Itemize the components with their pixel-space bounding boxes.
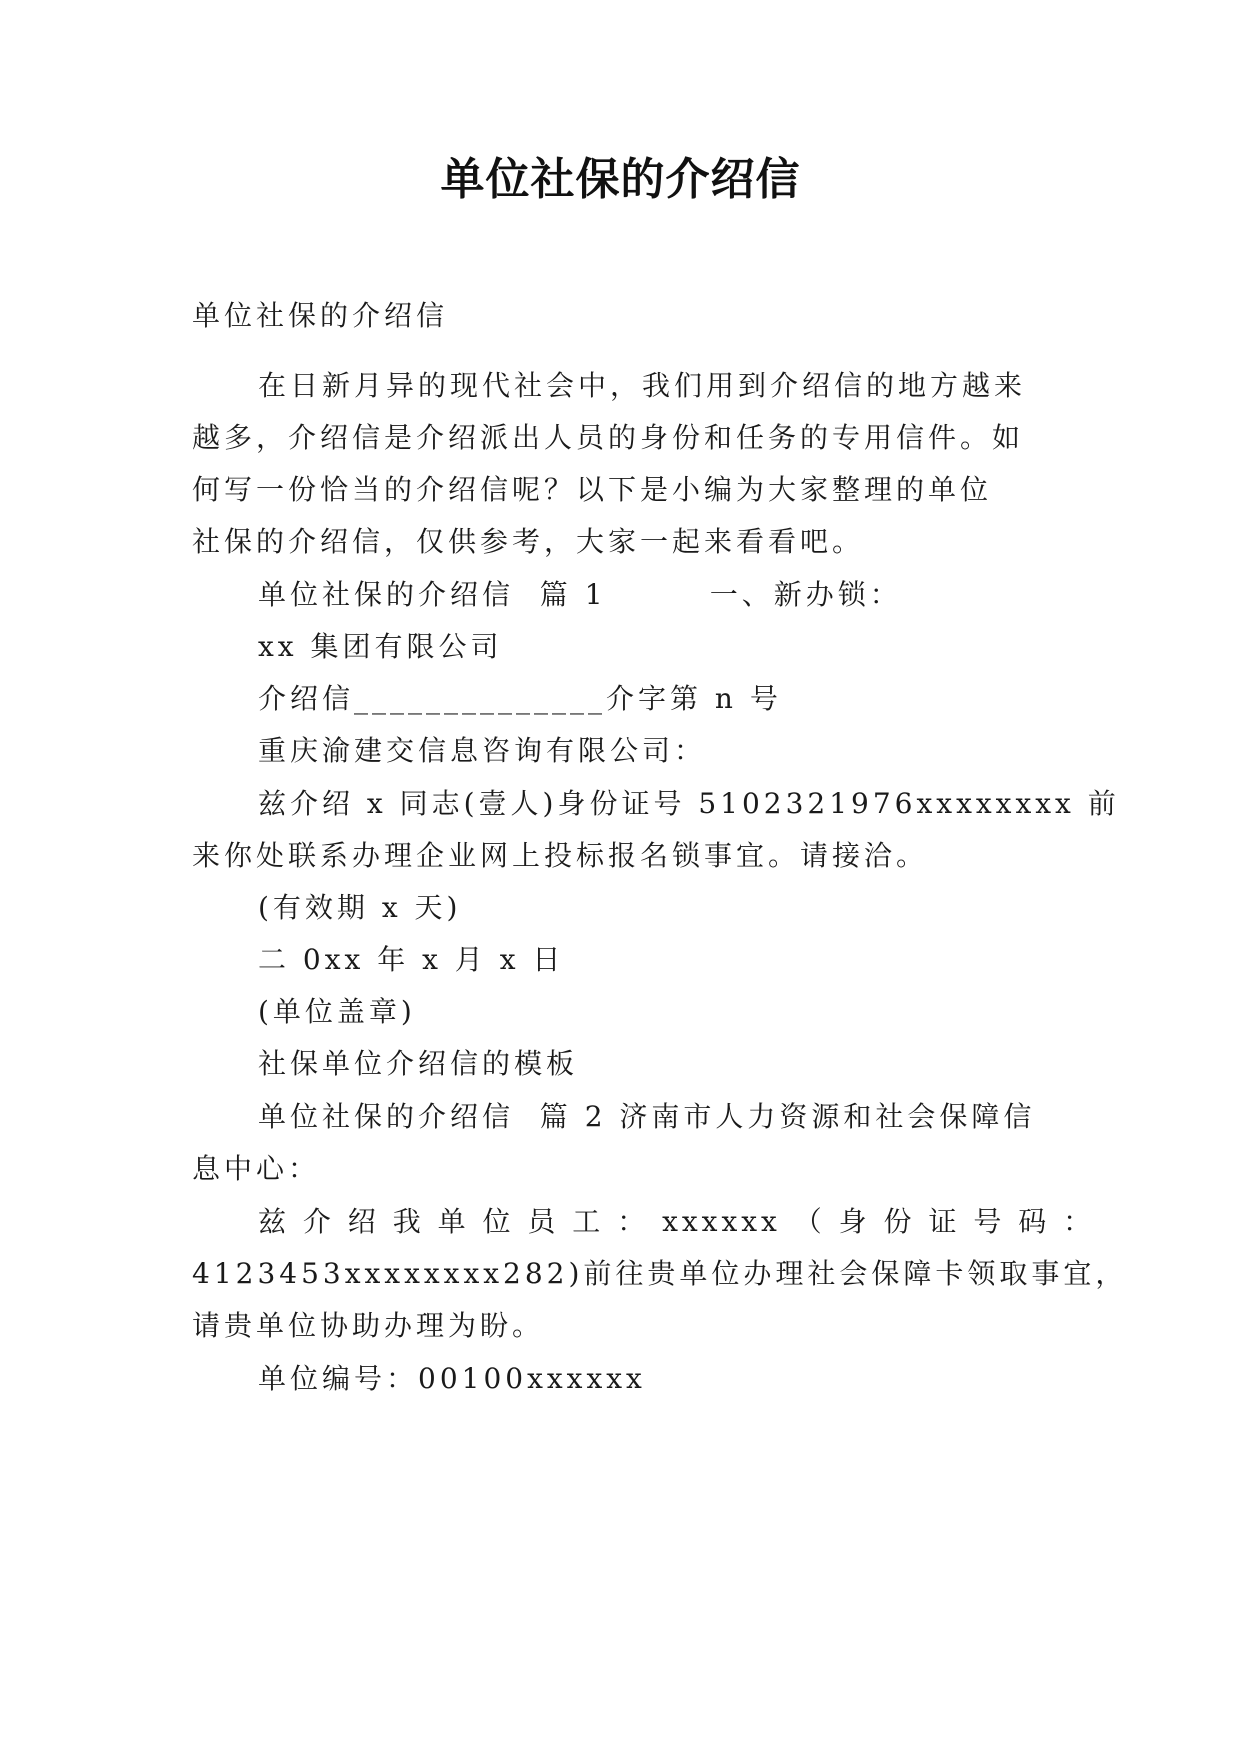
intro-line-1: 在日新月异的现代社会中，我们用到介绍信的地方越来 [258, 369, 1027, 402]
part2-heading-line-2: 息中心： [192, 1152, 321, 1185]
part2-body-line-3: 请贵单位协助办理为盼。 [192, 1309, 545, 1342]
part1-seal: (单位盖章) [258, 995, 416, 1028]
part1-validity: (有效期 x 天) [258, 891, 462, 924]
intro-line-2: 越多，介绍信是介绍派出人员的身份和任务的专用信件。如 [192, 421, 1025, 454]
document-subtitle: 单位社保的介绍信 [192, 299, 449, 332]
part1-body-line-2: 来你处联系办理企业网上投标报名锁事宜。请接洽。 [192, 839, 929, 872]
part2-body-line-1: 兹 介 绍 我 单 位 员 工 ： xxxxxx （ 身 份 证 号 码 ： [258, 1205, 1096, 1238]
part1-company: xx 集团有限公司 [258, 630, 503, 663]
template-title: 社保单位介绍信的模板 [258, 1047, 579, 1080]
part1-heading: 单位社保的介绍信 篇 1 一、新办锁： [258, 578, 902, 611]
intro-line-4: 社保的介绍信，仅供参考，大家一起来看看吧。 [192, 525, 865, 558]
part1-date: 二 0xx 年 x 月 x 日 [258, 943, 565, 976]
part1-letter-number: 介绍信______________介字第 n 号 [258, 682, 782, 715]
part2-heading-line-1: 单位社保的介绍信 篇 2 济南市人力资源和社会保障信 [258, 1100, 1036, 1133]
document-title: 单位社保的介绍信 [440, 154, 801, 205]
part2-body-line-2: 4123453xxxxxxxx282)前往贵单位办理社会保障卡领取事宜， [192, 1257, 1128, 1290]
part1-body-line-1: 兹介绍 x 同志(壹人)身份证号 5102321976xxxxxxxx 前 [258, 787, 1120, 820]
intro-line-3: 何写一份恰当的介绍信呢？以下是小编为大家整理的单位 [192, 473, 993, 506]
part2-unit-number: 单位编号：00100xxxxxx [258, 1362, 646, 1395]
part1-recipient: 重庆渝建交信息咨询有限公司： [258, 734, 707, 767]
